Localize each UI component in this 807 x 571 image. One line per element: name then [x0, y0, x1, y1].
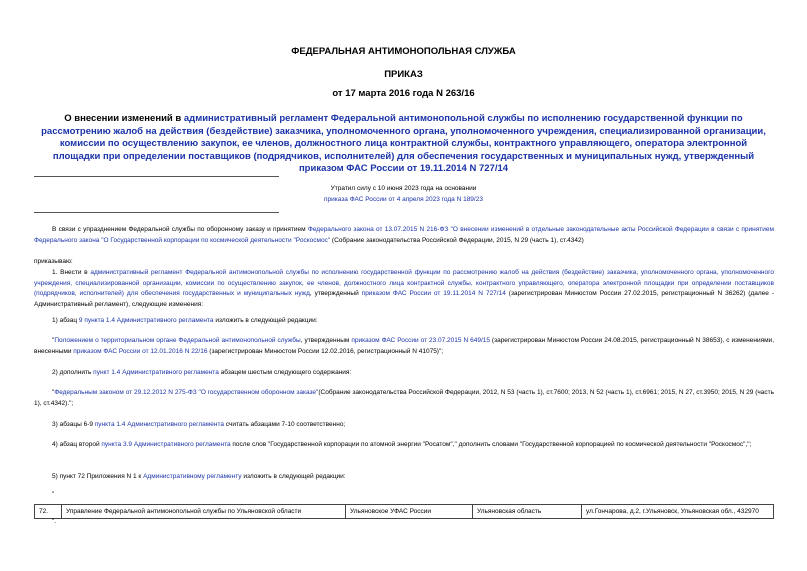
- table-cell-office: Управление Федеральной антимонопольной службы по Ульяновской области: [62, 505, 346, 519]
- text: 2) дополнить: [52, 369, 94, 376]
- table-cell-address: ул.Гончарова, д.2, г.Ульяновск, Ульяновская обл., 432970: [582, 505, 774, 519]
- doc-date-number: от 17 марта 2016 года N 263/16: [332, 88, 475, 99]
- offices-table: [34, 504, 774, 519]
- territorial-body-link[interactable]: Положением о территориальном органе Федеральной антимонопольной службы: [54, 337, 301, 344]
- divider-top: [34, 176, 279, 177]
- text: 3) абзацы 6-9: [52, 421, 95, 428]
- paragraph-9-link[interactable]: 9 пункта 1.4 Административного регламента: [78, 317, 214, 324]
- text: абзацем шестым следующего содержания:: [218, 369, 352, 376]
- title-regulation-link[interactable]: административный регламент Федеральной антимонопольной службы по исполнению государственной функции по рассмотрению жалоб на действия (бездействие) заказчика, уполномоченного органа, уполномоченного учреждения, специализированной организации, комиссии по осуществлению закупок, ее членов, должностного лица контрактной службы, контрактного управляющего, оператора электронной площадки при определении поставщиков (подрядчиков, исполнителей) для обеспечения государственных и муниципальных нужд, утвержденный приказом ФАС России от 19.11.2014 N 727/14: [41, 113, 766, 174]
- paragraph-subitem-4: [34, 440, 774, 451]
- paragraph-quote-1: [34, 336, 774, 357]
- lost-force-line1: Утратил силу с 10 июня 2023 года на основании: [330, 185, 477, 192]
- title-prefix: О внесении изменений в: [64, 113, 184, 124]
- text: (зарегистрирован Минюстом России 12.02.2016, регистрационный N 41075)";: [207, 347, 444, 355]
- text: , утвержденным: [300, 337, 352, 344]
- text: (зарегистрирован Минюстом России 24.08.2015, регистрационный N 38653), с изменениями, внесенными: [34, 337, 774, 355]
- federal-law-216-link[interactable]: Федерального закона от 13.07.2015 N 216-ФЗ "О внесении изменений в отдельные законодательные акты Российской Федерации в связи с принятием Федерального закона "О Государственной корпорации по космической деятельности "Роскосмос": [34, 226, 774, 244]
- lost-force-link[interactable]: приказа ФАС России от 4 апреля 2023 года N 189/23: [324, 196, 483, 203]
- text: (зарегистрирован Минюстом России 27.02.2015, регистрационный N 36262) (далее - Административный регламент), следующие изменения:: [34, 290, 774, 308]
- text: изложить в следующей редакции:: [241, 473, 346, 480]
- text: 5) пункт 72 Приложения N 1 к: [52, 473, 144, 480]
- regulation-link[interactable]: административный регламент Федеральной антимонопольной службы по исполнению государственной функции по рассмотрению жалоб на действия (бездействие) заказчика, уполномоченного органа, уполномоченного учреждения, специализированной организации, комиссии по осуществлению закупок, ее членов, должностного лица контрактной службы, контрактного управляющего, оператора электронной площадки при определении поставщиков (подрядчиков, исполнителей) для обеспечения государственных и муниципальных нужд: [34, 269, 774, 297]
- quote-close-mark: ".: [52, 518, 57, 525]
- text: 1. Внести в: [52, 269, 91, 276]
- quote-open-mark: ": [52, 491, 55, 498]
- text: ": [52, 337, 55, 344]
- paragraph-subitem-5: [34, 472, 774, 483]
- text: изложить в следующей редакции:: [213, 317, 318, 324]
- paragraph-preamble: [34, 225, 774, 246]
- point-1-4-link[interactable]: пункт 1.4 Административного регламента: [93, 369, 219, 376]
- admin-regulation-link[interactable]: Административному регламенту: [143, 473, 242, 480]
- federal-law-275-link[interactable]: Федеральным законом от 29.12.2012 N 275-ФЗ "О государственном оборонном заказе": [54, 389, 319, 396]
- text: , утвержденный: [309, 290, 362, 297]
- document-title: [40, 113, 767, 176]
- doc-type-heading: ПРИКАЗ: [384, 69, 423, 80]
- order-22-link[interactable]: приказом ФАС России от 12.01.2016 N 22/16: [73, 347, 208, 355]
- text: В связи с упразднением Федеральной службы по оборонному заказу и принятием: [52, 226, 308, 233]
- paragraph-subitem-1: [34, 316, 774, 327]
- text: 1) абзац: [52, 317, 79, 324]
- text: после слов "Государственной корпорации по атомной энергии "Росатом"," дополнить словами "Государственной корпорацией по космической деятельности "Роскосмос",";: [230, 441, 752, 448]
- text: считать абзацами 7-10 соответственно;: [223, 421, 346, 428]
- text: ": [52, 389, 55, 396]
- paragraph-item-1: [34, 268, 774, 310]
- table-row: [35, 505, 774, 519]
- paragraph-subitem-2: [34, 368, 774, 379]
- divider-bottom: [34, 212, 279, 213]
- text: (Собрание законодательства Российской Федерации, 2015, N 29 (часть 1), ст.4342): [330, 236, 584, 244]
- paragraph-quote-2: [34, 388, 774, 409]
- point-1-4-link-2[interactable]: пункта 1.4 Административного регламента: [94, 421, 224, 428]
- text: 4) абзац второй: [52, 441, 102, 448]
- paragraph-order: приказываю:: [34, 258, 73, 265]
- order-727-link[interactable]: приказом ФАС России от 19.11.2014 N 727/14: [361, 290, 506, 297]
- order-649-link[interactable]: приказом ФАС России от 23.07.2015 N 649/15: [351, 337, 490, 344]
- point-3-9-link[interactable]: пункта 3.9 Административного регламента: [101, 441, 231, 448]
- table-cell-number: 72.: [35, 505, 62, 519]
- table-cell-short-name: Ульяновское УФАС России: [346, 505, 473, 519]
- text: (Собрание законодательства Российской Федерации, 2012, N 53 (часть 1), ст.7600; 2013, N 52 (часть 1), ст.6961; 2015, N 27, ст.3950; 2015, N 29 (часть 1), ст.4342).";: [34, 389, 774, 407]
- paragraph-subitem-3: [34, 420, 774, 431]
- table-cell-region: Ульяновская область: [473, 505, 582, 519]
- agency-heading: ФЕДЕРАЛЬНАЯ АНТИМОНОПОЛЬНАЯ СЛУЖБА: [291, 46, 516, 57]
